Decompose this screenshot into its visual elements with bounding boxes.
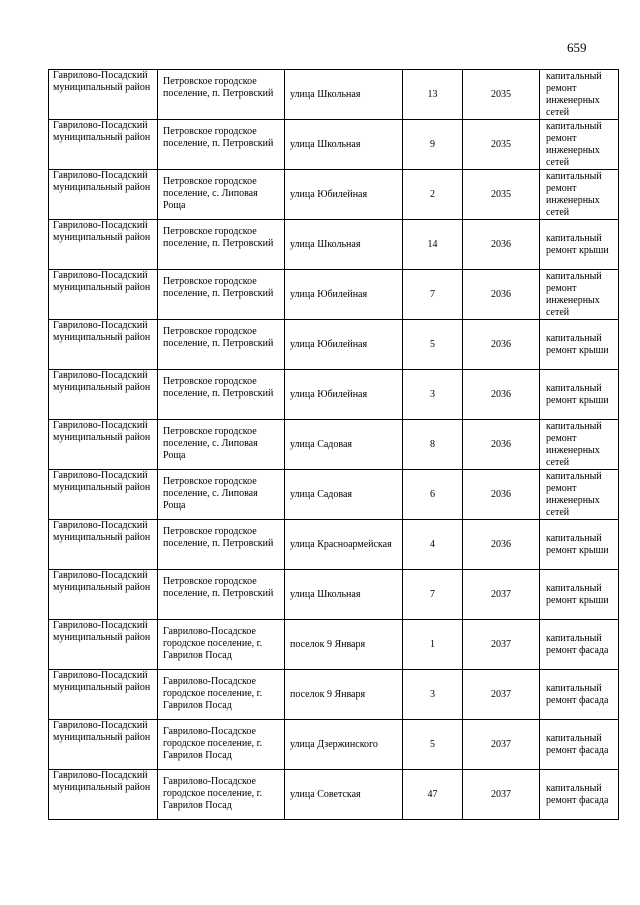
work-type-cell: капитальный ремонт фасада	[540, 770, 619, 820]
work-type-cell: капитальный ремонт крыши	[540, 570, 619, 620]
house-number-cell: 8	[403, 420, 463, 470]
year-cell: 2035	[463, 70, 540, 120]
street-cell: поселок 9 Января	[285, 670, 403, 720]
year-cell: 2037	[463, 670, 540, 720]
work-type-cell: капитальный ремонт инженерных сетей	[540, 470, 619, 520]
settlement-cell: Петровское городское поселение, п. Петровский	[158, 120, 285, 170]
table-row	[49, 470, 619, 520]
page-number: 659	[567, 40, 587, 55]
house-number-cell: 5	[403, 320, 463, 370]
settlement-cell: Гаврилово-Посадское городское поселение, г. Гаврилов Посад	[158, 670, 285, 720]
house-number-cell: 3	[403, 370, 463, 420]
district-cell: Гаврилово-Посадский муниципальный район	[49, 70, 158, 120]
settlement-cell: Петровское городское поселение, п. Петровский	[158, 570, 285, 620]
settlement-cell: Петровское городское поселение, п. Петровский	[158, 520, 285, 570]
table-row	[49, 670, 619, 720]
district-cell: Гаврилово-Посадский муниципальный район	[49, 420, 158, 470]
house-number-cell: 2	[403, 170, 463, 220]
work-type-cell: капитальный ремонт инженерных сетей	[540, 270, 619, 320]
house-number-cell: 4	[403, 520, 463, 570]
work-type-cell: капитальный ремонт фасада	[540, 620, 619, 670]
house-number-cell: 5	[403, 720, 463, 770]
house-number-cell: 9	[403, 120, 463, 170]
year-cell: 2035	[463, 120, 540, 170]
district-cell: Гаврилово-Посадский муниципальный район	[49, 270, 158, 320]
district-cell: Гаврилово-Посадский муниципальный район	[49, 120, 158, 170]
housing-repair-table	[48, 69, 619, 820]
street-cell: улица Юбилейная	[285, 170, 403, 220]
settlement-cell: Петровское городское поселение, п. Петровский	[158, 70, 285, 120]
street-cell: улица Красноармейская	[285, 520, 403, 570]
district-cell: Гаврилово-Посадский муниципальный район	[49, 720, 158, 770]
table-row	[49, 320, 619, 370]
district-cell: Гаврилово-Посадский муниципальный район	[49, 170, 158, 220]
street-cell: улица Юбилейная	[285, 320, 403, 370]
house-number-cell: 14	[403, 220, 463, 270]
district-cell: Гаврилово-Посадский муниципальный район	[49, 470, 158, 520]
table-row	[49, 220, 619, 270]
year-cell: 2036	[463, 420, 540, 470]
table-row	[49, 720, 619, 770]
district-cell: Гаврилово-Посадский муниципальный район	[49, 220, 158, 270]
table-row	[49, 420, 619, 470]
settlement-cell: Петровское городское поселение, п. Петровский	[158, 370, 285, 420]
settlement-cell: Гаврилово-Посадское городское поселение, г. Гаврилов Посад	[158, 720, 285, 770]
house-number-cell: 7	[403, 570, 463, 620]
table-body	[49, 70, 619, 820]
work-type-cell: капитальный ремонт фасада	[540, 720, 619, 770]
house-number-cell: 47	[403, 770, 463, 820]
year-cell: 2037	[463, 770, 540, 820]
settlement-cell: Петровское городское поселение, п. Петровский	[158, 320, 285, 370]
street-cell: улица Садовая	[285, 420, 403, 470]
work-type-cell: капитальный ремонт инженерных сетей	[540, 120, 619, 170]
street-cell: улица Юбилейная	[285, 270, 403, 320]
settlement-cell: Петровское городское поселение, с. Липовая Роща	[158, 470, 285, 520]
table-row	[49, 70, 619, 120]
district-cell: Гаврилово-Посадский муниципальный район	[49, 770, 158, 820]
table-row	[49, 120, 619, 170]
work-type-cell: капитальный ремонт крыши	[540, 520, 619, 570]
work-type-cell: капитальный ремонт инженерных сетей	[540, 420, 619, 470]
year-cell: 2036	[463, 220, 540, 270]
settlement-cell: Петровское городское поселение, с. Липовая Роща	[158, 170, 285, 220]
street-cell: улица Школьная	[285, 70, 403, 120]
street-cell: поселок 9 Января	[285, 620, 403, 670]
table-row	[49, 520, 619, 570]
house-number-cell: 7	[403, 270, 463, 320]
street-cell: улица Юбилейная	[285, 370, 403, 420]
year-cell: 2036	[463, 370, 540, 420]
settlement-cell: Петровское городское поселение, п. Петровский	[158, 220, 285, 270]
settlement-cell: Петровское городское поселение, с. Липовая Роща	[158, 420, 285, 470]
table-row	[49, 570, 619, 620]
settlement-cell: Гаврилово-Посадское городское поселение, г. Гаврилов Посад	[158, 770, 285, 820]
settlement-cell: Петровское городское поселение, п. Петровский	[158, 270, 285, 320]
house-number-cell: 3	[403, 670, 463, 720]
street-cell: улица Дзержинского	[285, 720, 403, 770]
district-cell: Гаврилово-Посадский муниципальный район	[49, 320, 158, 370]
year-cell: 2037	[463, 570, 540, 620]
year-cell: 2037	[463, 720, 540, 770]
table-row	[49, 620, 619, 670]
table-row	[49, 270, 619, 320]
table-row	[49, 770, 619, 820]
street-cell: улица Школьная	[285, 570, 403, 620]
table-row	[49, 170, 619, 220]
settlement-cell: Гаврилово-Посадское городское поселение, г. Гаврилов Посад	[158, 620, 285, 670]
district-cell: Гаврилово-Посадский муниципальный район	[49, 570, 158, 620]
district-cell: Гаврилово-Посадский муниципальный район	[49, 520, 158, 570]
work-type-cell: капитальный ремонт фасада	[540, 670, 619, 720]
work-type-cell: капитальный ремонт инженерных сетей	[540, 70, 619, 120]
street-cell: улица Садовая	[285, 470, 403, 520]
table-row	[49, 370, 619, 420]
year-cell: 2035	[463, 170, 540, 220]
district-cell: Гаврилово-Посадский муниципальный район	[49, 670, 158, 720]
work-type-cell: капитальный ремонт крыши	[540, 220, 619, 270]
year-cell: 2037	[463, 620, 540, 670]
work-type-cell: капитальный ремонт инженерных сетей	[540, 170, 619, 220]
year-cell: 2036	[463, 270, 540, 320]
street-cell: улица Школьная	[285, 220, 403, 270]
street-cell: улица Советская	[285, 770, 403, 820]
house-number-cell: 1	[403, 620, 463, 670]
year-cell: 2036	[463, 520, 540, 570]
house-number-cell: 13	[403, 70, 463, 120]
year-cell: 2036	[463, 470, 540, 520]
work-type-cell: капитальный ремонт крыши	[540, 320, 619, 370]
district-cell: Гаврилово-Посадский муниципальный район	[49, 370, 158, 420]
street-cell: улица Школьная	[285, 120, 403, 170]
year-cell: 2036	[463, 320, 540, 370]
house-number-cell: 6	[403, 470, 463, 520]
work-type-cell: капитальный ремонт крыши	[540, 370, 619, 420]
district-cell: Гаврилово-Посадский муниципальный район	[49, 620, 158, 670]
